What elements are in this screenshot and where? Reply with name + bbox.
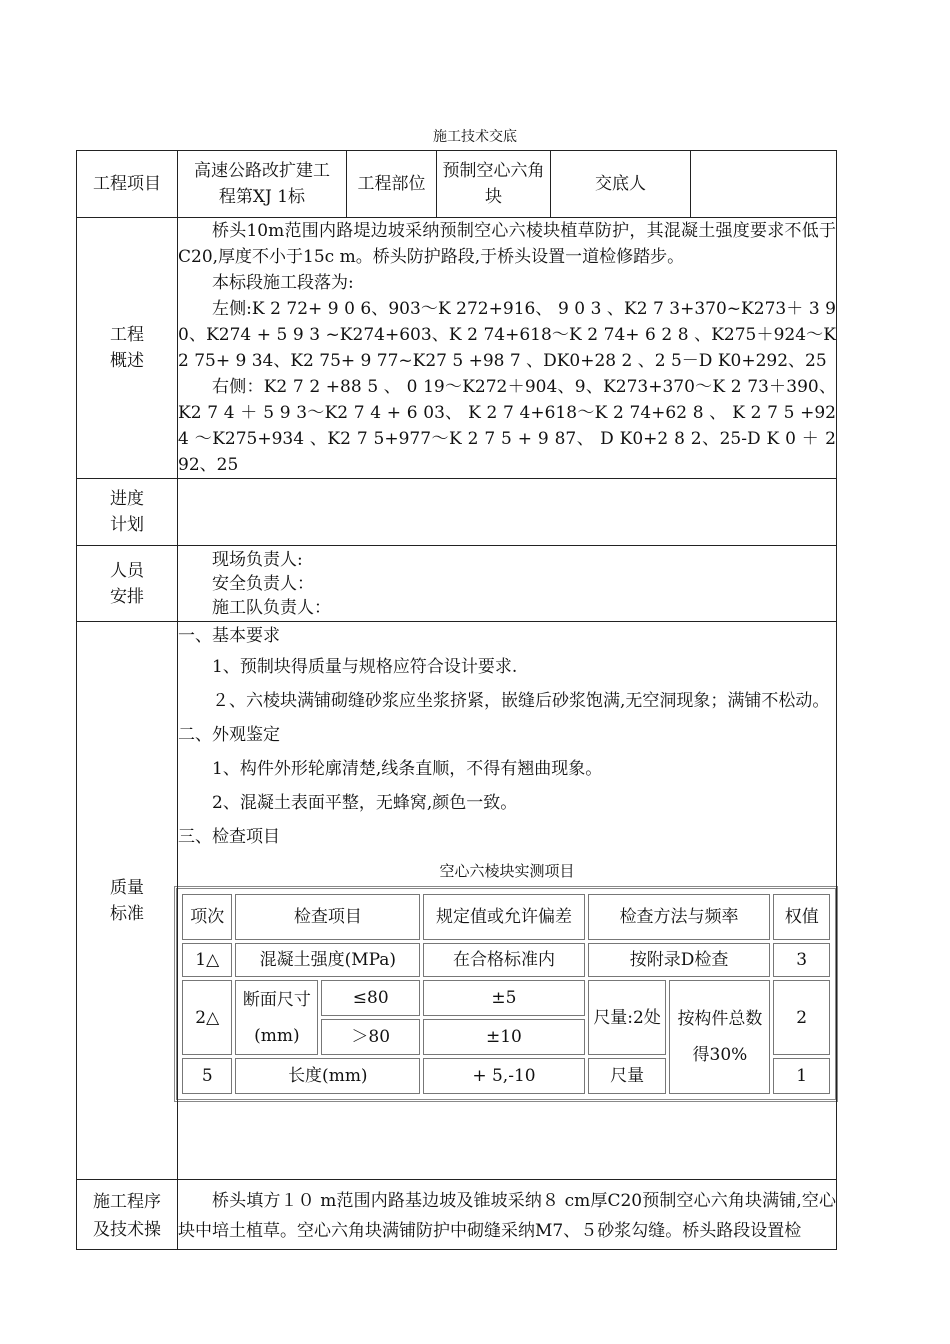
project-label: 工程项目 (77, 151, 178, 218)
row1-weight: 3 (773, 943, 830, 977)
quality-line: 2、混凝土表面平整，无蜂窝,颜色一致。 (212, 793, 518, 813)
col-header-weight: 权值 (773, 894, 830, 940)
row3-no: 5 (182, 1058, 232, 1094)
progress-content (178, 479, 837, 546)
col-header-tolerance: 规定值或允许偏差 (423, 894, 585, 940)
overview-line: 右侧：K2 7 2 +88 5 、 0 19～K272＋904、9、K273+370～K 2 73＋390、K2 7 4 ＋ 5 9 3～K2 7 4 + 6 03、 K 2 7 4+618～K 2 74+62 8 、 K 2 7 5 +92 4 ～K275+934 、K2 7 5+977～K 2 7 5 + 9 87、 D K0+2 8 2、25-D K 0 ＋ 2 92、25 (178, 377, 836, 475)
row3-item: 长度(mm) (235, 1058, 420, 1094)
row2-sub2: ＞80 (321, 1019, 420, 1055)
quality-label-line2: 标准 (110, 903, 144, 924)
project-value-line1: 高速公路改扩建工 (194, 161, 330, 181)
row2-method: 尺量:2处 (588, 980, 667, 1055)
procedure-content (178, 1180, 837, 1250)
overview-content (178, 218, 837, 479)
row2-item-line1: 断面尺寸 (242, 989, 311, 1010)
row1-no: 1△ (182, 943, 232, 977)
subtable-title: 空心六棱块实测项目 (439, 862, 575, 880)
row3-method: 尺量 (588, 1058, 667, 1094)
row3-weight: 1 (773, 1058, 830, 1094)
inspection-row-2a (182, 980, 830, 1016)
quality-label-line1: 质量 (110, 877, 144, 898)
row2-method-sample-line2: 得30% (692, 1045, 748, 1065)
row2-val2: ±10 (423, 1019, 585, 1055)
quality-line: 1、预制块得质量与规格应符合设计要求. (212, 657, 518, 677)
inspection-table (179, 891, 833, 1097)
overview-row (77, 218, 837, 479)
document-title: 施工技术交底 (433, 129, 517, 145)
row2-val1: ±5 (423, 980, 585, 1016)
quality-label (77, 622, 178, 1180)
row2-item (235, 980, 318, 1055)
site-leader-line: 现场负责人: (212, 549, 303, 570)
row2-sub1: ≤80 (321, 980, 420, 1016)
quality-heading-basic: 一、基本要求 (178, 626, 280, 646)
row1-tolerance: 在合格标准内 (423, 943, 585, 977)
procedure-text: 桥头填方１０ m范围内路基边坡及锥坡采纳８ cm厚C20预制空心六角块满铺,空心块中培土植草。空心六角块满铺防护中砌缝采纳M7、５砂浆勾缝。桥头路段设置检 (178, 1191, 836, 1241)
quality-heading-inspection: 三、检查项目 (178, 827, 280, 847)
progress-label-line2: 计划 (110, 515, 144, 535)
row2-method-sample (669, 980, 770, 1094)
row2-weight: 2 (773, 980, 830, 1055)
procedure-label-line2: 及技术操 (93, 1220, 161, 1240)
staff-row (77, 546, 837, 622)
procedure-row (77, 1180, 837, 1250)
inspection-row-1 (182, 943, 830, 977)
staff-label-line1: 人员 (110, 560, 144, 581)
inspection-table-frame (174, 886, 838, 1102)
progress-label (77, 479, 178, 546)
overview-line: 左侧:K 2 72+ 9 0 6、903～K 272+916、 9 0 3 、K2 7 3+370~K273＋ 3 90、K274 + 5 9 3 ~K274+603、K 2 74+618～K 2 74+ 6 2 8 、K275＋924～K 2 75+ 9 34、K2 75+ 9 77~K27 5 +98 7 、DK0+28 2 、2 5－D K0+292、25 (178, 299, 836, 371)
row2-item-line2: (mm) (254, 1025, 300, 1046)
quality-row (77, 622, 837, 1180)
quality-content (178, 622, 837, 1180)
col-header-method: 检查方法与频率 (588, 894, 771, 940)
inspection-header-row (182, 894, 830, 940)
quality-line: ２、六棱块满铺砌缝砂浆应坐浆挤紧，嵌缝后砂浆饱满,无空洞现象；满铺不松动。 (212, 691, 830, 711)
part-value: 预制空心六角块 (437, 151, 551, 218)
project-value-line2: 程第XJ 1标 (218, 187, 306, 207)
quality-line: 1、构件外形轮廓清楚,线条直顺，不得有翘曲现象。 (212, 759, 603, 779)
discloser-label: 交底人 (551, 151, 691, 218)
row2-no: 2△ (182, 980, 232, 1055)
safety-leader-line: 安全负责人： (212, 573, 314, 594)
team-leader-line: 施工队负责人： (212, 597, 331, 618)
row3-tolerance: + 5,-10 (423, 1058, 585, 1094)
progress-label-line1: 进度 (110, 489, 144, 509)
staff-content (178, 546, 837, 622)
overview-label-line1: 工程 (110, 325, 144, 345)
overview-line: 桥头10m范围内路堤边坡采纳预制空心六棱块植草防护，其混凝土强度要求不低于C20,厚度不小于15c m。桥头防护路段,于桥头设置一道检修踏步。 (178, 221, 836, 267)
row1-item: 混凝土强度(MPa) (235, 943, 420, 977)
technical-disclosure-table (76, 150, 837, 1250)
procedure-label (77, 1180, 178, 1250)
row1-method: 按附录D检查 (588, 943, 771, 977)
progress-row (77, 479, 837, 546)
staff-label-line2: 安排 (110, 586, 144, 607)
col-header-no: 项次 (182, 894, 232, 940)
project-value (178, 151, 347, 218)
staff-label (77, 546, 178, 622)
discloser-value (691, 151, 837, 218)
overview-label (77, 218, 178, 479)
col-header-item: 检查项目 (235, 894, 420, 940)
overview-line: 本标段施工段落为: (212, 273, 354, 293)
row2-method-sample-line1: 按构件总数 (677, 1009, 763, 1029)
quality-heading-appearance: 二、外观鉴定 (178, 725, 280, 745)
header-row (77, 151, 837, 218)
procedure-label-line1: 施工程序 (93, 1192, 161, 1212)
overview-label-line2: 概述 (110, 351, 144, 371)
part-label: 工程部位 (347, 151, 437, 218)
